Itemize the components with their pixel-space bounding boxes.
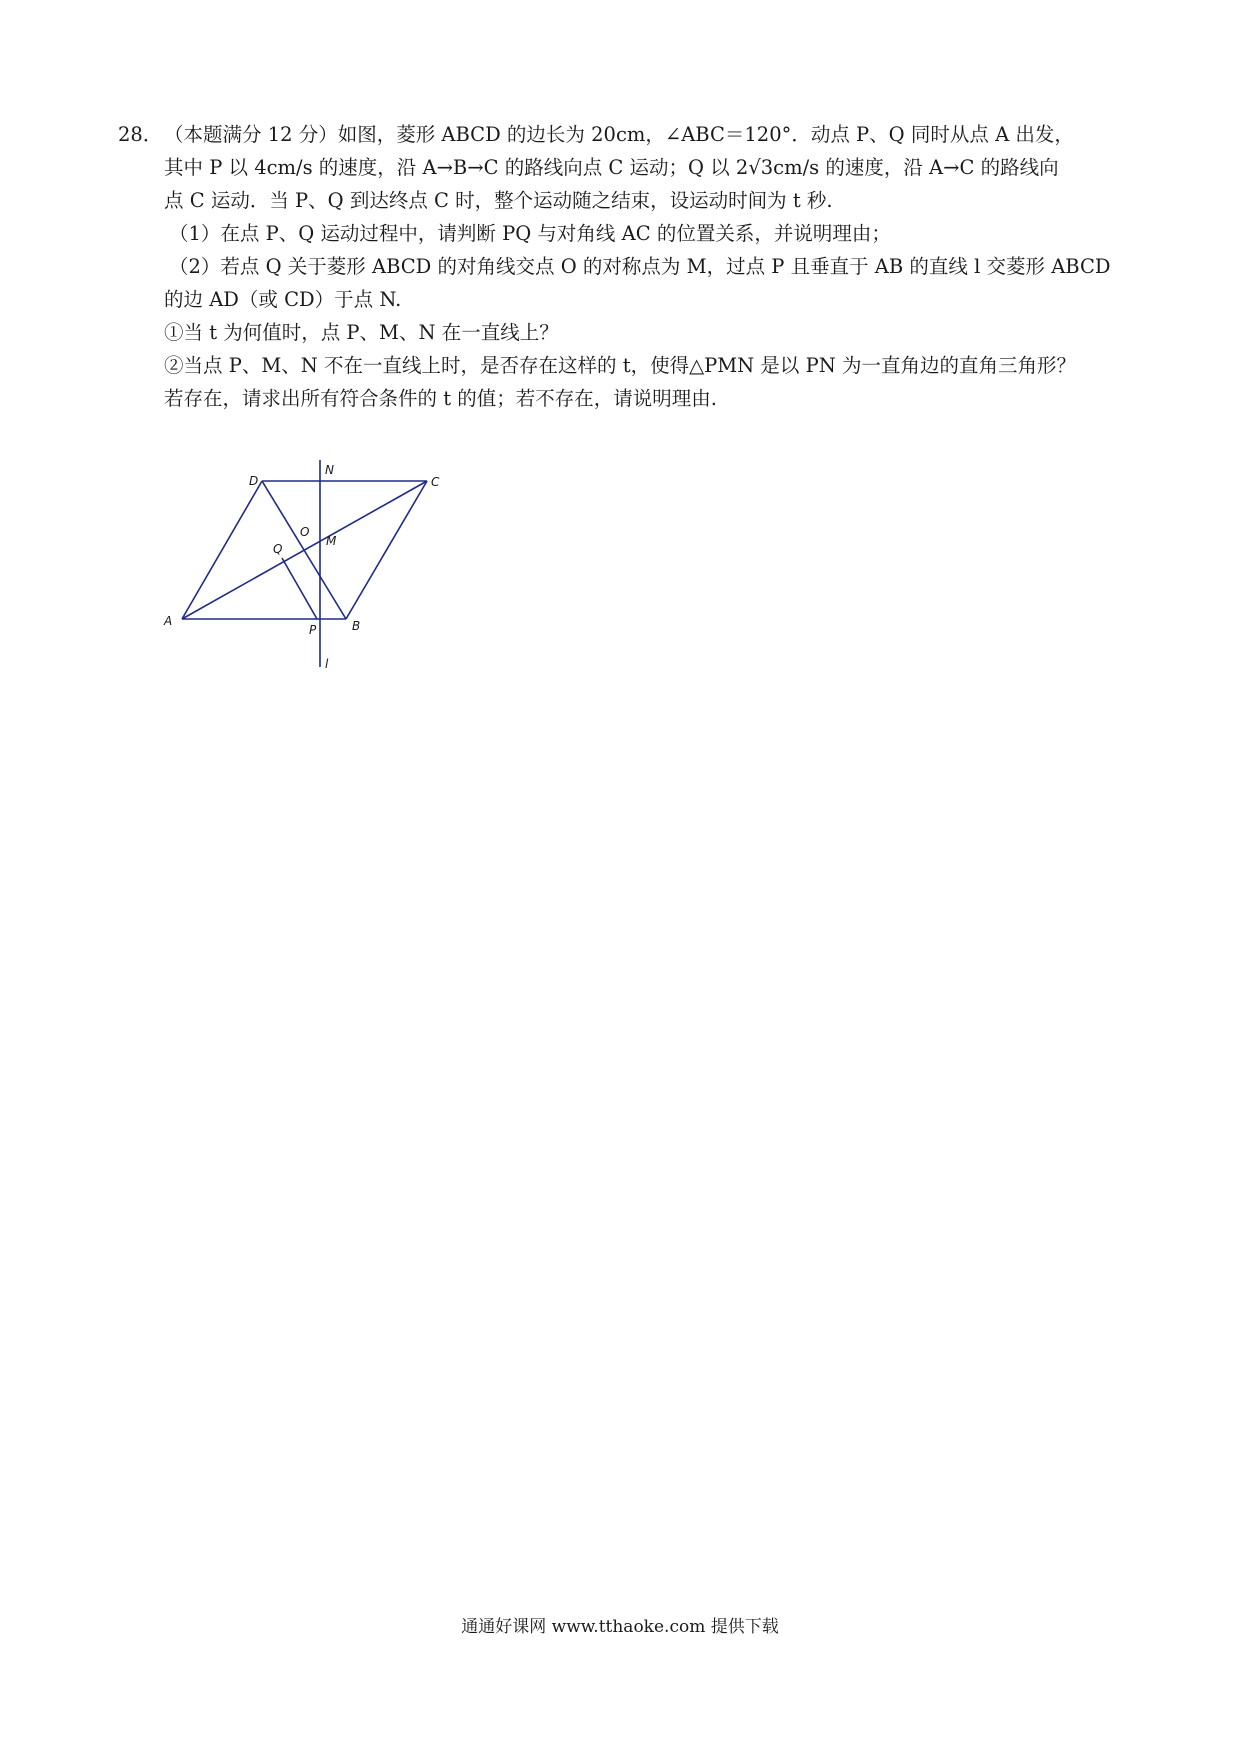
label-p: P	[309, 623, 317, 637]
sub-question-2-line-1: ②当点 P、M、N 不在一直线上时，是否存在这样的 t，使得△PMN 是以 PN 为一直角边的直角三角形？	[164, 354, 1077, 377]
part-1-question: （1）在点 P、Q 运动过程中，请判断 PQ 与对角线 AC 的位置关系，并说明理由；	[169, 222, 891, 245]
problem-28	[118, 118, 1138, 415]
label-b: B	[352, 619, 361, 633]
rhombus-figure	[150, 450, 450, 680]
problem-intro-line-2: 其中 P 以 4cm/s 的速度，沿 A→B→C 的路线向点 C 运动；Q 以 2√3cm/s 的速度，沿 A→C 的路线向	[164, 156, 1059, 179]
problem-intro-line-3: 点 C 运动．当 P、Q 到达终点 C 时，整个运动随之结束，设运动时间为 t 秒.	[164, 189, 833, 212]
label-l: l	[325, 657, 329, 671]
label-d: D	[249, 474, 259, 488]
edge-bc	[346, 481, 427, 619]
label-c: C	[431, 475, 440, 489]
edge-da	[182, 481, 262, 619]
part-2-question-line-2: 的边 AD（或 CD）于点 N.	[164, 288, 402, 311]
label-a: A	[164, 614, 173, 628]
label-o: O	[300, 525, 310, 539]
sub-question-1: ①当 t 为何值时，点 P、M、N 在一直线上？	[164, 321, 559, 344]
label-m: M	[326, 534, 337, 548]
page-footer: 通通好课网 www.tthaoke.com 提供下载	[461, 1617, 779, 1637]
sub-question-2-line-2: 若存在，请求出所有符合条件的 t 的值；若不存在，请说明理由.	[164, 387, 717, 410]
label-n: N	[325, 463, 334, 477]
segment-pq	[282, 558, 317, 619]
problem-number: 28．	[118, 123, 163, 146]
intro-text-1: （本题满分 12 分）如图，菱形 ABCD 的边长为 20cm，∠ABC＝120°．动点 P、Q 同时从点 A 出发，	[164, 123, 1074, 146]
part-2-question-line-1: （2）若点 Q 关于菱形 ABCD 的对角线交点 O 的对称点为 M，过点 P 且垂直于 AB 的直线 l 交菱形 ABCD	[169, 255, 1111, 278]
label-q: Q	[273, 542, 283, 556]
problem-intro-line-1	[118, 118, 1138, 151]
